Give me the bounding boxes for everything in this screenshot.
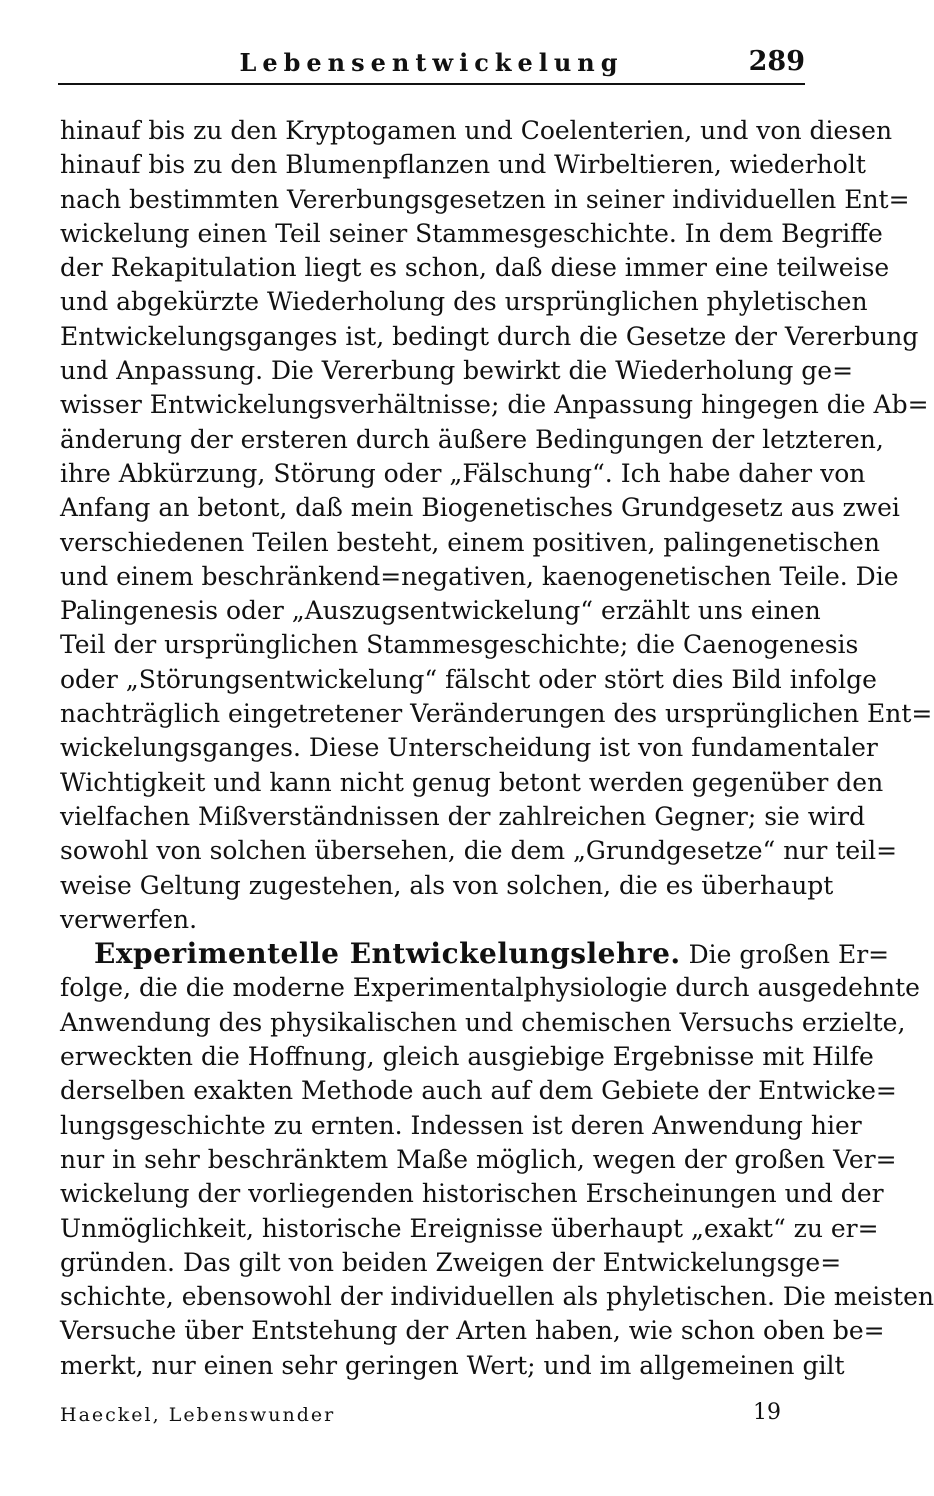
text-line: nur in sehr beschränktem Maße möglich, wegen der großen Ver= bbox=[60, 1144, 897, 1174]
text-line: Anwendung des physikalischen und chemischen Versuchs erzielte, bbox=[60, 1007, 906, 1037]
page-footer bbox=[60, 1400, 781, 1430]
text-line: gründen. Das gilt von beiden Zweigen der Entwickelungsge= bbox=[60, 1247, 842, 1277]
text-line: derselben exakten Methode auch auf dem Gebiete der Entwicke= bbox=[60, 1076, 897, 1106]
text-line: nachträglich eingetretener Veränderungen des ursprünglichen Ent= bbox=[60, 699, 933, 729]
text-line: und Anpassung. Die Vererbung bewirkt die Wiederholung ge= bbox=[60, 356, 854, 386]
text-line: sowohl von solchen übersehen, die dem „Grundgesetze“ nur teil= bbox=[60, 836, 898, 866]
text-line: der Rekapitulation liegt es schon, daß diese immer eine teilweise bbox=[60, 253, 890, 283]
text-line: hinauf bis zu den Blumenpflanzen und Wirbeltieren, wiederholt bbox=[60, 150, 866, 180]
paragraph-experimental bbox=[60, 971, 934, 1383]
text-line: Wichtigkeit und kann nicht genug betont werden gegenüber den bbox=[60, 767, 884, 797]
header-rule bbox=[58, 83, 805, 85]
text-line: verwerfen. bbox=[60, 904, 198, 934]
text-line: Palingenesis oder „Auszugsentwickelung“ erzählt uns einen bbox=[60, 596, 821, 626]
text-line: änderung der ersteren durch äußere Bedingungen der letzteren, bbox=[60, 424, 884, 454]
paragraph-opening-text: Die großen Er= bbox=[688, 940, 890, 970]
text-line: folge, die die moderne Experimentalphysiologie durch ausgedehnte bbox=[60, 973, 920, 1003]
page-header bbox=[58, 44, 805, 80]
text-line: und abgekürzte Wiederholung des ursprünglichen phyletischen bbox=[60, 287, 868, 317]
running-title: Lebensentwickelung bbox=[239, 48, 624, 77]
page-body bbox=[60, 114, 934, 1383]
text-line: lungsgeschichte zu ernten. Indessen ist deren Anwendung hier bbox=[60, 1110, 862, 1140]
text-line: weise Geltung zugestehen, als von solchen, die es überhaupt bbox=[60, 870, 834, 900]
text-line: Teil der ursprünglichen Stammesgeschichte; die Caenogenesis bbox=[60, 630, 859, 660]
section-heading-line bbox=[60, 937, 890, 971]
text-line: Unmöglichkeit, historische Ereignisse überhaupt „exakt“ zu er= bbox=[60, 1213, 879, 1243]
text-line: erweckten die Hoffnung, gleich ausgiebige Ergebnisse mit Hilfe bbox=[60, 1042, 874, 1072]
paragraph-recapitulation bbox=[60, 114, 933, 937]
footer-author: Haeckel, Lebenswunder bbox=[60, 1404, 336, 1426]
text-line: wickelung einen Teil seiner Stammesgeschichte. In dem Begriffe bbox=[60, 218, 883, 248]
text-line: wickelung der vorliegenden historischen Erscheinungen und der bbox=[60, 1179, 884, 1209]
text-line: hinauf bis zu den Kryptogamen und Coelenterien, und von diesen bbox=[60, 116, 893, 145]
text-line: Entwickelungsganges ist, bedingt durch die Gesetze der Vererbung bbox=[60, 321, 919, 351]
footer-signature-mark: 19 bbox=[753, 1400, 781, 1425]
text-line: merkt, nur einen sehr geringen Wert; und im allgemeinen gilt bbox=[60, 1350, 845, 1380]
text-line: Versuche über Entstehung der Arten haben, wie schon oben be= bbox=[60, 1316, 885, 1346]
text-line: Anfang an betont, daß mein Biogenetisches Grundgesetz aus zwei bbox=[60, 493, 900, 523]
page-number: 289 bbox=[748, 46, 805, 77]
text-line: oder „Störungsentwickelung“ fälscht oder stört dies Bild infolge bbox=[60, 664, 877, 694]
text-line: nach bestimmten Vererbungsgesetzen in seiner individuellen Ent= bbox=[60, 184, 910, 214]
text-line: vielfachen Mißverständnissen der zahlreichen Gegner; sie wird bbox=[60, 801, 866, 831]
text-line: ihre Abkürzung, Störung oder „Fälschung“. Ich habe daher von bbox=[60, 458, 866, 488]
text-line: wisser Entwickelungsverhältnisse; die Anpassung hingegen die Ab= bbox=[60, 390, 929, 420]
section-heading: Experimentelle Entwickelungslehre. bbox=[94, 937, 681, 971]
text-line: wickelungsganges. Diese Unterscheidung ist von fundamentaler bbox=[60, 733, 878, 763]
text-line: verschiedenen Teilen besteht, einem positiven, palingenetischen bbox=[60, 527, 880, 557]
text-line: und einem beschränkend=negativen, kaenogenetischen Teile. Die bbox=[60, 561, 899, 591]
text-line: schichte, ebensowohl der individuellen als phyletischen. Die meisten bbox=[60, 1282, 934, 1312]
